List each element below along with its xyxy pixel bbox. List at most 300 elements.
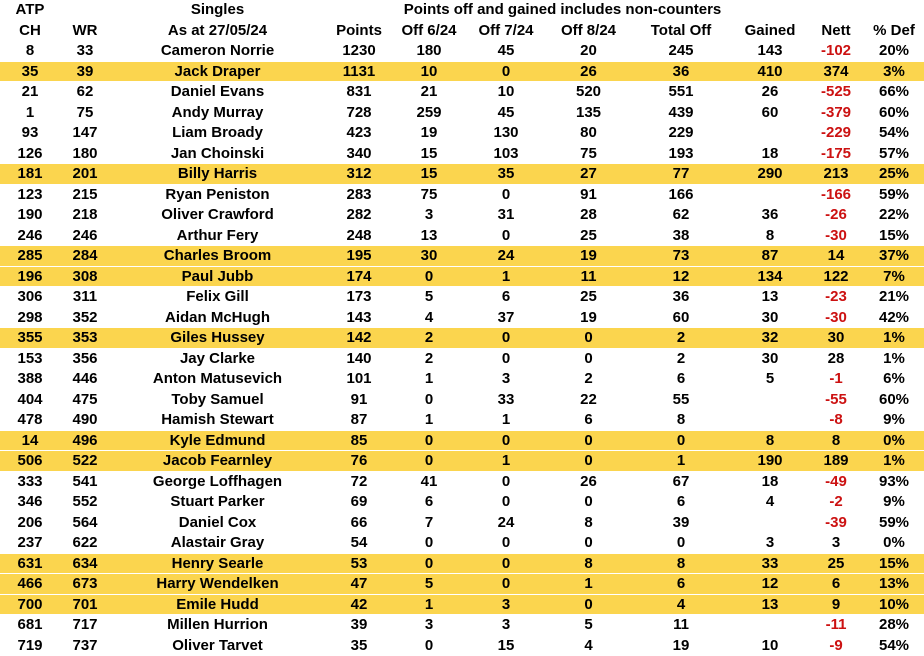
- header-row-columns: [0, 20, 924, 41]
- cell-total-off: 73: [630, 246, 732, 267]
- col-header-pct-def: % Def: [864, 20, 924, 41]
- cell-off-7-24: 0: [465, 553, 547, 574]
- cell-off-6-24: 15: [393, 164, 465, 185]
- cell-nett: -23: [808, 287, 864, 308]
- cell-ch: 466: [0, 574, 60, 595]
- table-row: [0, 102, 924, 123]
- cell-points: 39: [325, 615, 393, 636]
- cell-wr: 490: [60, 410, 110, 431]
- cell-wr: 737: [60, 635, 110, 656]
- cell-player-name: Ryan Peniston: [110, 184, 325, 205]
- cell-pct-def: 20%: [864, 41, 924, 62]
- cell-total-off: 439: [630, 102, 732, 123]
- cell-nett: 122: [808, 266, 864, 287]
- cell-gained: 26: [732, 82, 808, 103]
- cell-off-6-24: 13: [393, 225, 465, 246]
- cell-nett: -55: [808, 389, 864, 410]
- cell-off-7-24: 0: [465, 348, 547, 369]
- cell-ch: 1: [0, 102, 60, 123]
- cell-off-7-24: 0: [465, 184, 547, 205]
- cell-pct-def: 42%: [864, 307, 924, 328]
- cell-total-off: 19: [630, 635, 732, 656]
- cell-off-8-24: 1: [547, 574, 630, 595]
- cell-off-7-24: 31: [465, 205, 547, 226]
- cell-points: 312: [325, 164, 393, 185]
- cell-total-off: 245: [630, 41, 732, 62]
- cell-ch: 404: [0, 389, 60, 410]
- cell-wr: 475: [60, 389, 110, 410]
- cell-nett: -30: [808, 225, 864, 246]
- col-header-nett: Nett: [808, 20, 864, 41]
- cell-off-8-24: 0: [547, 492, 630, 513]
- cell-points: 87: [325, 410, 393, 431]
- cell-off-7-24: 1: [465, 410, 547, 431]
- cell-total-off: 38: [630, 225, 732, 246]
- cell-nett: -8: [808, 410, 864, 431]
- cell-total-off: 6: [630, 492, 732, 513]
- header-atp-label: ATP: [0, 0, 60, 20]
- cell-gained: [732, 184, 808, 205]
- cell-gained: 410: [732, 61, 808, 82]
- cell-total-off: 77: [630, 164, 732, 185]
- cell-ch: 333: [0, 471, 60, 492]
- cell-player-name: Stuart Parker: [110, 492, 325, 513]
- cell-off-8-24: 20: [547, 41, 630, 62]
- cell-pct-def: 10%: [864, 594, 924, 615]
- cell-wr: 634: [60, 553, 110, 574]
- cell-pct-def: 93%: [864, 471, 924, 492]
- table-row: [0, 492, 924, 513]
- cell-total-off: 8: [630, 553, 732, 574]
- cell-total-off: 0: [630, 430, 732, 451]
- cell-total-off: 551: [630, 82, 732, 103]
- cell-points: 282: [325, 205, 393, 226]
- cell-gained: 87: [732, 246, 808, 267]
- cell-player-name: Kyle Edmund: [110, 430, 325, 451]
- cell-gained: [732, 615, 808, 636]
- table-row: [0, 225, 924, 246]
- cell-pct-def: 60%: [864, 102, 924, 123]
- cell-off-7-24: 0: [465, 574, 547, 595]
- cell-off-6-24: 15: [393, 143, 465, 164]
- cell-off-6-24: 0: [393, 430, 465, 451]
- header-spacer: [732, 0, 924, 20]
- cell-points: 174: [325, 266, 393, 287]
- cell-nett: -39: [808, 512, 864, 533]
- cell-ch: 478: [0, 410, 60, 431]
- cell-total-off: 1: [630, 451, 732, 472]
- cell-nett: -1: [808, 369, 864, 390]
- cell-total-off: 193: [630, 143, 732, 164]
- cell-off-8-24: 75: [547, 143, 630, 164]
- table-row: [0, 307, 924, 328]
- cell-total-off: 2: [630, 328, 732, 349]
- cell-off-8-24: 8: [547, 553, 630, 574]
- table-row: [0, 369, 924, 390]
- cell-pct-def: 60%: [864, 389, 924, 410]
- cell-ch: 93: [0, 123, 60, 144]
- cell-pct-def: 59%: [864, 512, 924, 533]
- cell-player-name: Jay Clarke: [110, 348, 325, 369]
- cell-points: 340: [325, 143, 393, 164]
- cell-wr: 147: [60, 123, 110, 144]
- cell-wr: 215: [60, 184, 110, 205]
- cell-total-off: 12: [630, 266, 732, 287]
- cell-off-7-24: 1: [465, 266, 547, 287]
- cell-off-6-24: 41: [393, 471, 465, 492]
- cell-total-off: 6: [630, 574, 732, 595]
- cell-points: 85: [325, 430, 393, 451]
- cell-points: 91: [325, 389, 393, 410]
- cell-wr: 218: [60, 205, 110, 226]
- cell-total-off: 229: [630, 123, 732, 144]
- cell-pct-def: 3%: [864, 61, 924, 82]
- cell-off-6-24: 1: [393, 369, 465, 390]
- cell-gained: 8: [732, 430, 808, 451]
- cell-off-8-24: 27: [547, 164, 630, 185]
- cell-off-8-24: 25: [547, 225, 630, 246]
- cell-gained: 33: [732, 553, 808, 574]
- cell-player-name: Anton Matusevich: [110, 369, 325, 390]
- cell-off-8-24: 0: [547, 430, 630, 451]
- cell-wr: 717: [60, 615, 110, 636]
- cell-gained: [732, 389, 808, 410]
- cell-nett: 374: [808, 61, 864, 82]
- cell-off-7-24: 103: [465, 143, 547, 164]
- cell-points: 195: [325, 246, 393, 267]
- table-row: [0, 41, 924, 62]
- cell-ch: 506: [0, 451, 60, 472]
- table-row: [0, 635, 924, 656]
- cell-pct-def: 15%: [864, 225, 924, 246]
- header-note: Points off and gained includes non-counters: [393, 0, 732, 20]
- cell-points: 728: [325, 102, 393, 123]
- cell-ch: 388: [0, 369, 60, 390]
- cell-player-name: Millen Hurrion: [110, 615, 325, 636]
- header-row-group: [0, 0, 924, 20]
- col-header-off-7-24: Off 7/24: [465, 20, 547, 41]
- cell-player-name: Andy Murray: [110, 102, 325, 123]
- cell-off-7-24: 6: [465, 287, 547, 308]
- cell-player-name: Cameron Norrie: [110, 41, 325, 62]
- cell-off-6-24: 7: [393, 512, 465, 533]
- cell-points: 35: [325, 635, 393, 656]
- cell-nett: -102: [808, 41, 864, 62]
- cell-total-off: 67: [630, 471, 732, 492]
- cell-player-name: Oliver Crawford: [110, 205, 325, 226]
- cell-total-off: 36: [630, 61, 732, 82]
- cell-pct-def: 1%: [864, 451, 924, 472]
- cell-points: 47: [325, 574, 393, 595]
- cell-nett: -525: [808, 82, 864, 103]
- cell-wr: 496: [60, 430, 110, 451]
- cell-player-name: Jacob Fearnley: [110, 451, 325, 472]
- cell-off-7-24: 0: [465, 533, 547, 554]
- cell-off-6-24: 5: [393, 574, 465, 595]
- cell-ch: 285: [0, 246, 60, 267]
- cell-points: 1131: [325, 61, 393, 82]
- cell-gained: 290: [732, 164, 808, 185]
- cell-nett: -49: [808, 471, 864, 492]
- cell-off-8-24: 26: [547, 471, 630, 492]
- cell-off-7-24: 24: [465, 512, 547, 533]
- cell-off-6-24: 0: [393, 266, 465, 287]
- cell-pct-def: 13%: [864, 574, 924, 595]
- cell-pct-def: 28%: [864, 615, 924, 636]
- cell-player-name: Liam Broady: [110, 123, 325, 144]
- cell-wr: 180: [60, 143, 110, 164]
- cell-off-8-24: 0: [547, 533, 630, 554]
- cell-off-6-24: 6: [393, 492, 465, 513]
- cell-gained: 8: [732, 225, 808, 246]
- cell-nett: -166: [808, 184, 864, 205]
- cell-player-name: Daniel Evans: [110, 82, 325, 103]
- cell-pct-def: 15%: [864, 553, 924, 574]
- table-row: [0, 389, 924, 410]
- cell-off-7-24: 0: [465, 225, 547, 246]
- cell-ch: 153: [0, 348, 60, 369]
- cell-pct-def: 66%: [864, 82, 924, 103]
- cell-wr: 552: [60, 492, 110, 513]
- cell-off-8-24: 28: [547, 205, 630, 226]
- cell-pct-def: 1%: [864, 328, 924, 349]
- cell-off-7-24: 3: [465, 615, 547, 636]
- cell-pct-def: 0%: [864, 533, 924, 554]
- cell-points: 173: [325, 287, 393, 308]
- cell-points: 76: [325, 451, 393, 472]
- cell-points: 140: [325, 348, 393, 369]
- cell-wr: 308: [60, 266, 110, 287]
- cell-gained: 190: [732, 451, 808, 472]
- cell-nett: 6: [808, 574, 864, 595]
- cell-wr: 356: [60, 348, 110, 369]
- cell-gained: 30: [732, 307, 808, 328]
- col-header-wr: WR: [60, 20, 110, 41]
- cell-total-off: 36: [630, 287, 732, 308]
- cell-ch: 346: [0, 492, 60, 513]
- cell-gained: 4: [732, 492, 808, 513]
- cell-off-7-24: 3: [465, 594, 547, 615]
- header-spacer: [325, 0, 393, 20]
- cell-gained: 134: [732, 266, 808, 287]
- table-row: [0, 348, 924, 369]
- cell-gained: [732, 410, 808, 431]
- table-row: [0, 512, 924, 533]
- cell-off-8-24: 0: [547, 348, 630, 369]
- cell-off-8-24: 91: [547, 184, 630, 205]
- cell-player-name: Charles Broom: [110, 246, 325, 267]
- cell-off-6-24: 75: [393, 184, 465, 205]
- cell-player-name: Jan Choinski: [110, 143, 325, 164]
- cell-off-7-24: 0: [465, 430, 547, 451]
- cell-points: 283: [325, 184, 393, 205]
- cell-off-6-24: 2: [393, 328, 465, 349]
- cell-off-8-24: 80: [547, 123, 630, 144]
- cell-points: 423: [325, 123, 393, 144]
- col-header-gained: Gained: [732, 20, 808, 41]
- cell-off-6-24: 0: [393, 553, 465, 574]
- cell-off-6-24: 0: [393, 533, 465, 554]
- cell-off-7-24: 15: [465, 635, 547, 656]
- cell-nett: -175: [808, 143, 864, 164]
- cell-ch: 181: [0, 164, 60, 185]
- cell-player-name: Oliver Tarvet: [110, 635, 325, 656]
- cell-pct-def: 57%: [864, 143, 924, 164]
- cell-ch: 8: [0, 41, 60, 62]
- table-row: [0, 143, 924, 164]
- cell-off-6-24: 19: [393, 123, 465, 144]
- cell-nett: -229: [808, 123, 864, 144]
- cell-off-7-24: 1: [465, 451, 547, 472]
- cell-ch: 123: [0, 184, 60, 205]
- cell-gained: 18: [732, 471, 808, 492]
- cell-player-name: Toby Samuel: [110, 389, 325, 410]
- cell-off-8-24: 19: [547, 246, 630, 267]
- col-header-ch: CH: [0, 20, 60, 41]
- cell-ch: 700: [0, 594, 60, 615]
- cell-off-8-24: 26: [547, 61, 630, 82]
- cell-player-name: Daniel Cox: [110, 512, 325, 533]
- cell-nett: -9: [808, 635, 864, 656]
- table-row: [0, 430, 924, 451]
- cell-ch: 681: [0, 615, 60, 636]
- cell-nett: 25: [808, 553, 864, 574]
- table-row: [0, 246, 924, 267]
- cell-off-6-24: 10: [393, 61, 465, 82]
- cell-player-name: Hamish Stewart: [110, 410, 325, 431]
- cell-off-7-24: 37: [465, 307, 547, 328]
- cell-ch: 14: [0, 430, 60, 451]
- cell-pct-def: 21%: [864, 287, 924, 308]
- table-row: [0, 574, 924, 595]
- cell-gained: 12: [732, 574, 808, 595]
- cell-off-7-24: 0: [465, 328, 547, 349]
- header-spacer: [60, 0, 110, 20]
- cell-gained: 3: [732, 533, 808, 554]
- cell-off-6-24: 4: [393, 307, 465, 328]
- cell-player-name: Paul Jubb: [110, 266, 325, 287]
- cell-gained: 13: [732, 287, 808, 308]
- cell-ch: 355: [0, 328, 60, 349]
- cell-off-7-24: 45: [465, 41, 547, 62]
- cell-points: 72: [325, 471, 393, 492]
- cell-ch: 190: [0, 205, 60, 226]
- table-row: [0, 615, 924, 636]
- cell-nett: -379: [808, 102, 864, 123]
- cell-points: 66: [325, 512, 393, 533]
- cell-points: 1230: [325, 41, 393, 62]
- cell-off-7-24: 45: [465, 102, 547, 123]
- cell-points: 142: [325, 328, 393, 349]
- cell-nett: -11: [808, 615, 864, 636]
- cell-points: 53: [325, 553, 393, 574]
- cell-total-off: 60: [630, 307, 732, 328]
- col-header-as-at-date: As at 27/05/24: [110, 20, 325, 41]
- header-singles-label: Singles: [110, 0, 325, 20]
- cell-off-6-24: 1: [393, 594, 465, 615]
- cell-ch: 719: [0, 635, 60, 656]
- cell-points: 42: [325, 594, 393, 615]
- cell-off-6-24: 1: [393, 410, 465, 431]
- cell-off-7-24: 0: [465, 471, 547, 492]
- cell-wr: 564: [60, 512, 110, 533]
- cell-gained: [732, 123, 808, 144]
- cell-pct-def: 22%: [864, 205, 924, 226]
- table-row: [0, 123, 924, 144]
- cell-off-8-24: 11: [547, 266, 630, 287]
- cell-pct-def: 37%: [864, 246, 924, 267]
- cell-points: 248: [325, 225, 393, 246]
- table-row: [0, 328, 924, 349]
- cell-wr: 39: [60, 61, 110, 82]
- table-row: [0, 594, 924, 615]
- table-row: [0, 266, 924, 287]
- cell-nett: -2: [808, 492, 864, 513]
- cell-points: 101: [325, 369, 393, 390]
- cell-wr: 353: [60, 328, 110, 349]
- table-row: [0, 164, 924, 185]
- cell-gained: 36: [732, 205, 808, 226]
- cell-off-8-24: 8: [547, 512, 630, 533]
- col-header-off-6-24: Off 6/24: [393, 20, 465, 41]
- cell-ch: 246: [0, 225, 60, 246]
- cell-pct-def: 7%: [864, 266, 924, 287]
- cell-wr: 75: [60, 102, 110, 123]
- cell-off-6-24: 3: [393, 205, 465, 226]
- cell-off-8-24: 5: [547, 615, 630, 636]
- cell-pct-def: 54%: [864, 635, 924, 656]
- cell-off-7-24: 35: [465, 164, 547, 185]
- table-row: [0, 451, 924, 472]
- cell-player-name: Alastair Gray: [110, 533, 325, 554]
- cell-off-8-24: 0: [547, 328, 630, 349]
- cell-pct-def: 0%: [864, 430, 924, 451]
- cell-player-name: Jack Draper: [110, 61, 325, 82]
- cell-nett: 14: [808, 246, 864, 267]
- cell-off-8-24: 0: [547, 451, 630, 472]
- cell-wr: 622: [60, 533, 110, 554]
- cell-wr: 701: [60, 594, 110, 615]
- cell-wr: 311: [60, 287, 110, 308]
- cell-nett: 213: [808, 164, 864, 185]
- cell-points: 69: [325, 492, 393, 513]
- table-row: [0, 553, 924, 574]
- cell-player-name: Henry Searle: [110, 553, 325, 574]
- table-row: [0, 82, 924, 103]
- cell-nett: 30: [808, 328, 864, 349]
- cell-wr: 284: [60, 246, 110, 267]
- cell-player-name: Arthur Fery: [110, 225, 325, 246]
- cell-player-name: Billy Harris: [110, 164, 325, 185]
- cell-total-off: 2: [630, 348, 732, 369]
- cell-off-6-24: 30: [393, 246, 465, 267]
- col-header-points: Points: [325, 20, 393, 41]
- cell-wr: 201: [60, 164, 110, 185]
- cell-gained: 5: [732, 369, 808, 390]
- cell-player-name: George Loffhagen: [110, 471, 325, 492]
- cell-gained: 10: [732, 635, 808, 656]
- cell-nett: -26: [808, 205, 864, 226]
- cell-off-8-24: 0: [547, 594, 630, 615]
- cell-pct-def: 25%: [864, 164, 924, 185]
- table-body: [0, 41, 924, 656]
- cell-total-off: 39: [630, 512, 732, 533]
- cell-gained: 18: [732, 143, 808, 164]
- cell-off-6-24: 21: [393, 82, 465, 103]
- cell-off-7-24: 130: [465, 123, 547, 144]
- table-row: [0, 287, 924, 308]
- table-row: [0, 61, 924, 82]
